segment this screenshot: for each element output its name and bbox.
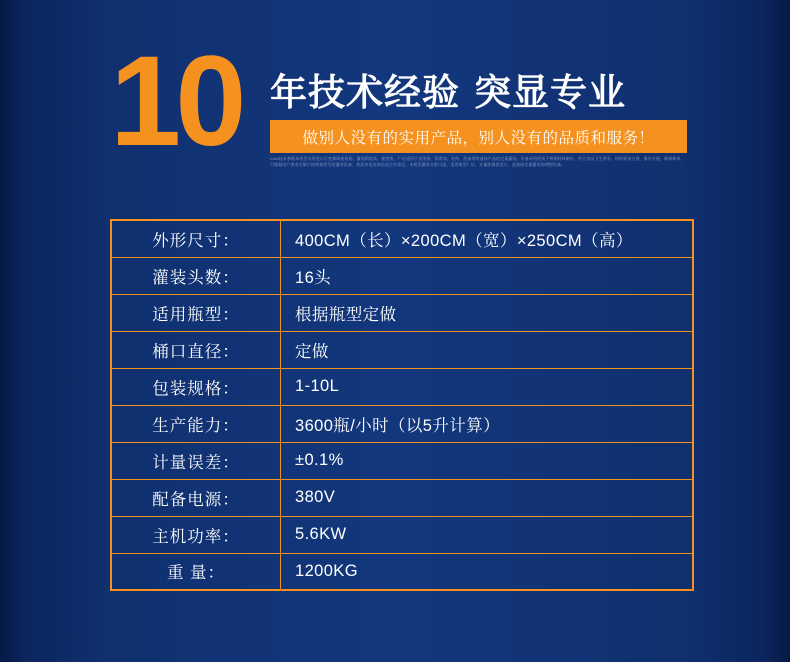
spec-value: 400CM（长）×200CM（宽）×250CM（高）: [281, 220, 694, 257]
spec-value: 380V: [281, 479, 694, 516]
table-row: [111, 405, 693, 442]
spec-label: 重 量：: [111, 553, 281, 590]
spec-label: 计量误差：: [111, 442, 281, 479]
spec-value: 1200KG: [281, 553, 694, 590]
years-number: 10: [110, 30, 241, 173]
table-row: [111, 257, 693, 294]
spec-label: 适用瓶型：: [111, 294, 281, 331]
headline: [270, 62, 626, 116]
table-row: [111, 368, 693, 405]
spec-value: 3600瓶/小时（以5升计算）: [281, 405, 694, 442]
background-edge-right: [764, 0, 790, 662]
spec-label: 外形尺寸：: [111, 220, 281, 257]
spec-label: 生产能力：: [111, 405, 281, 442]
table-row: [111, 516, 693, 553]
spec-value: 16头: [281, 257, 694, 294]
table-row: [111, 479, 693, 516]
spec-value: ±0.1%: [281, 442, 694, 479]
headline-part-2: 突显专业: [474, 72, 626, 113]
subtitle-text: 做别人没有的实用产品，别人没有的品质和服务！: [302, 129, 655, 147]
background-edge-left: [0, 0, 26, 662]
spec-label: 配备电源：: [111, 479, 281, 516]
table-row: [111, 294, 693, 331]
spec-label: 主机功率：: [111, 516, 281, 553]
spec-value: 定做: [281, 331, 694, 368]
fine-print: CAN技术参数本机型采用进口可变频调速机构，灌装精度高，速度快，广泛适用于食用油、润滑油、农药、洗涤剂等液体产品的定量灌装。设备采用优质不锈钢材料制作，符合食品卫生要求，结构紧凑合理，操作方便，维修简单，可根据用户要求定制不同规格型号的灌装设备，欢迎来电咨询洽谈合作事宜。本机型灌装头数可选，适用瓶型广泛，计量准确误差小，是液体定量灌装的理想设备。: [270, 156, 685, 167]
spec-label: 包装规格：: [111, 368, 281, 405]
table-row: [111, 331, 693, 368]
spec-value: 根据瓶型定做: [281, 294, 694, 331]
spec-value: 1-10L: [281, 368, 694, 405]
table-row: [111, 220, 693, 257]
spec-label: 桶口直径：: [111, 331, 281, 368]
spec-value: 5.6KW: [281, 516, 694, 553]
subtitle-bar: [270, 120, 687, 153]
table-row: [111, 553, 693, 590]
specification-table-body: [111, 220, 693, 590]
header-block: [110, 30, 690, 192]
specification-table: [110, 219, 694, 591]
headline-part-1: 年技术经验: [270, 72, 460, 113]
table-row: [111, 442, 693, 479]
spec-label: 灌装头数：: [111, 257, 281, 294]
